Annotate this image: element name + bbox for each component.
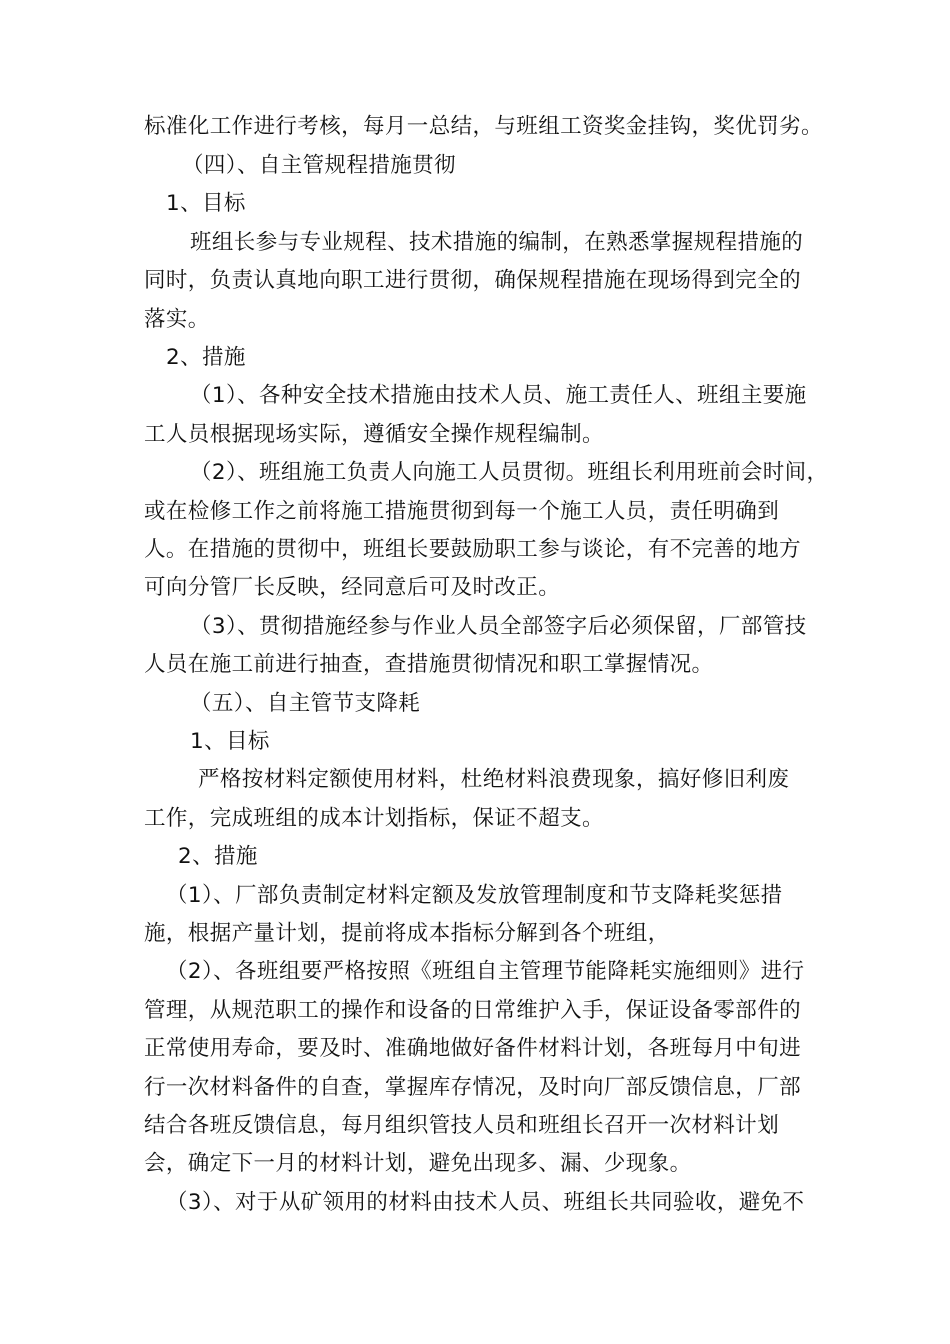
- text-line: （3）、对于从矿领用的材料由技术人员、班组长共同验收，避免不: [166, 1190, 805, 1215]
- text-line: 可向分管厂长反映，经同意后可及时改正。: [144, 575, 561, 600]
- subsection-heading: 2、措施: [178, 844, 258, 869]
- section-heading: （五）、自主管节支降耗: [190, 691, 421, 716]
- text-line: 落实。: [144, 307, 210, 332]
- text-line: 严格按材料定额使用材料，杜绝材料浪费现象，搞好修旧利废: [198, 767, 790, 792]
- section-heading: （四）、自主管规程措施贯彻: [182, 153, 456, 178]
- text-line: 会，确定下一月的材料计划，避免出现多、漏、少现象。: [144, 1151, 692, 1176]
- subsection-heading: 2、措施: [166, 345, 246, 370]
- text-line: 管理，从规范职工的操作和设备的日常维护入手，保证设备零部件的: [144, 998, 802, 1023]
- subsection-heading: 1、目标: [166, 191, 246, 216]
- text-line: （1）、各种安全技术措施由技术人员、施工责任人、班组主要施: [190, 383, 807, 408]
- text-line: 或在检修工作之前将施工措施贯彻到每一个施工人员，责任明确到: [144, 499, 780, 524]
- text-line: 正常使用寿命，要及时、准确地做好备件材料计划，各班每月中旬进: [144, 1036, 802, 1061]
- text-line: （2）、各班组要严格按照《班组自主管理节能降耗实施细则》进行: [166, 959, 805, 984]
- text-line: 人。在措施的贯彻中，班组长要鼓励职工参与谈论，有不完善的地方: [144, 537, 802, 562]
- text-line: 行一次材料备件的自查，掌握库存情况，及时向厂部反馈信息，厂部: [144, 1075, 802, 1100]
- text-line: 施，根据产量计划，提前将成本指标分解到各个班组，: [144, 921, 670, 946]
- text-line: 结合各班反馈信息，每月组织管技人员和班组长召开一次材料计划: [144, 1113, 780, 1138]
- text-line: 同时，负责认真地向职工进行贯彻，确保规程措施在现场得到完全的: [144, 268, 802, 293]
- text-line: （1）、厂部负责制定材料定额及发放管理制度和节支降耗奖惩措: [166, 883, 783, 908]
- text-line: 工人员根据现场实际，遵循安全操作规程编制。: [144, 422, 604, 447]
- text-line: （3）、贯彻措施经参与作业人员全部签字后必须保留，厂部管技: [190, 614, 807, 639]
- text-line: 工作，完成班组的成本计划指标，保证不超支。: [144, 806, 604, 831]
- text-line: 标准化工作进行考核，每月一总结，与班组工资奖金挂钩，奖优罚劣。: [144, 114, 823, 139]
- text-line: 班组长参与专业规程、技术措施的编制，在熟悉掌握规程措施的: [190, 230, 804, 255]
- subsection-heading: 1、目标: [190, 729, 270, 754]
- text-line: （2）、班组施工负责人向施工人员贯彻。班组长利用班前会时间，: [190, 460, 829, 485]
- text-line: 人员在施工前进行抽查，查措施贯彻情况和职工掌握情况。: [144, 652, 714, 677]
